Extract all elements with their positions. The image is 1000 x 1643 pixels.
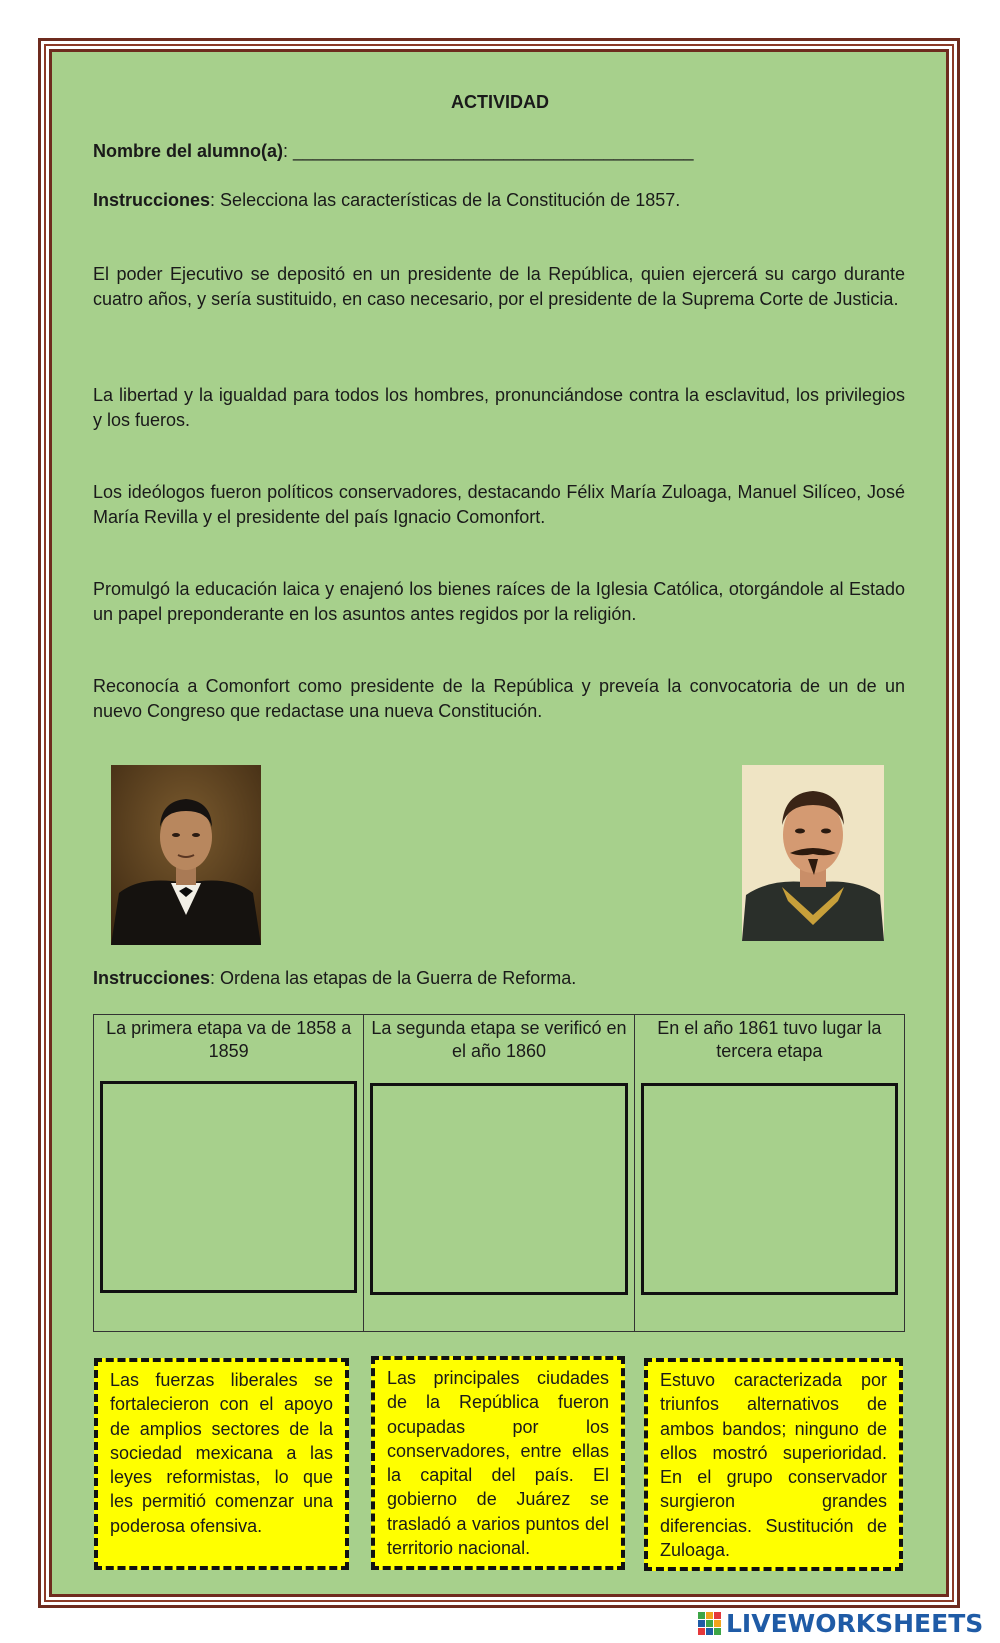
stage-column-1 [94, 1015, 364, 1331]
stage-column-3 [635, 1015, 904, 1331]
student-name-label: Nombre del alumno(a) [93, 141, 284, 161]
draggable-card-alternating-triumphs[interactable]: Estuvo caracterizada por triunfos alternativos de ambos bandos; ninguno de ellos mostró superioridad. En el grupo conservador surgieron grandes diferencias. Sustitución de Zuloaga. [644, 1358, 903, 1571]
option-comonfort-president[interactable]: Reconocía a Comonfort como presidente de la República y preveía la convocatoria de un de un nuevo Congreso que redactase una nueva Constitución. [93, 676, 905, 721]
instructions-order-text: : Ordena las etapas de la Guerra de Reforma. [210, 968, 577, 988]
portrait-right-image [742, 765, 884, 941]
instructions-select [93, 188, 680, 212]
instructions-label: Instrucciones [93, 190, 211, 210]
option-executive-power[interactable]: El poder Ejecutivo se depositó en un presidente de la República, quien ejercerá su cargo durante cuatro años, y sería sustituido, en caso necesario, por el presidente de la Suprema Corte de Justicia. [93, 264, 905, 309]
drop-zone-3[interactable] [641, 1083, 898, 1295]
stage-column-2 [364, 1015, 634, 1331]
stages-table [93, 1014, 905, 1332]
student-name-row [93, 139, 693, 163]
liveworksheets-logo-text: LIVEWORKSHEETS [726, 1608, 984, 1638]
drop-zone-1[interactable] [100, 1081, 357, 1293]
stage-header-2: La segunda etapa se verificó en el año 1860 [371, 1018, 627, 1061]
portrait-left-image [111, 765, 261, 945]
student-name-blank[interactable]: : ________________________________________ [283, 141, 694, 161]
instructions-text: : Selecciona las características de la Constitución de 1857. [210, 190, 681, 210]
stage-header-3: En el año 1861 tuvo lugar la tercera etapa [657, 1018, 882, 1061]
worksheet-title: ACTIVIDAD [451, 92, 549, 112]
instructions-order [93, 966, 576, 990]
option-conservative-ideologues[interactable]: Los ideólogos fueron políticos conservadores, destacando Félix María Zuloaga, Manuel Silíceo, José María Revilla y el presidente del país Ignacio Comonfort. [93, 482, 905, 527]
draggable-card-liberal-forces[interactable]: Las fuerzas liberales se fortalecieron con el apoyo de amplios sectores de la sociedad mexicana a las leyes reformistas, lo que les permitió comenzar una poderosa ofensiva. [94, 1358, 349, 1570]
liveworksheets-logo [698, 1608, 983, 1638]
liveworksheets-logo-icon [698, 1610, 722, 1636]
drop-zone-2[interactable] [370, 1083, 627, 1295]
instructions-order-label: Instrucciones [93, 968, 211, 988]
portrait-right-drawing [742, 765, 884, 941]
stage-header-1: La primera etapa va de 1858 a 1859 [106, 1018, 352, 1061]
portrait-left-drawing [111, 765, 261, 945]
option-secular-education[interactable]: Promulgó la educación laica y enajenó los bienes raíces de la Iglesia Católica, otorgándole al Estado un papel preponderante en los asuntos antes regidos por la religión. [93, 579, 905, 624]
option-liberty-equality[interactable]: La libertad y la igualdad para todos los hombres, pronunciándose contra la esclavitud, los privilegios y los fueros. [93, 385, 905, 430]
draggable-card-cities-occupied[interactable]: Las principales ciudades de la República fueron ocupadas por los conservadores, entre ellas la capital del país. El gobierno de Juárez se trasladó a varios puntos del territorio nacional. [371, 1356, 625, 1570]
